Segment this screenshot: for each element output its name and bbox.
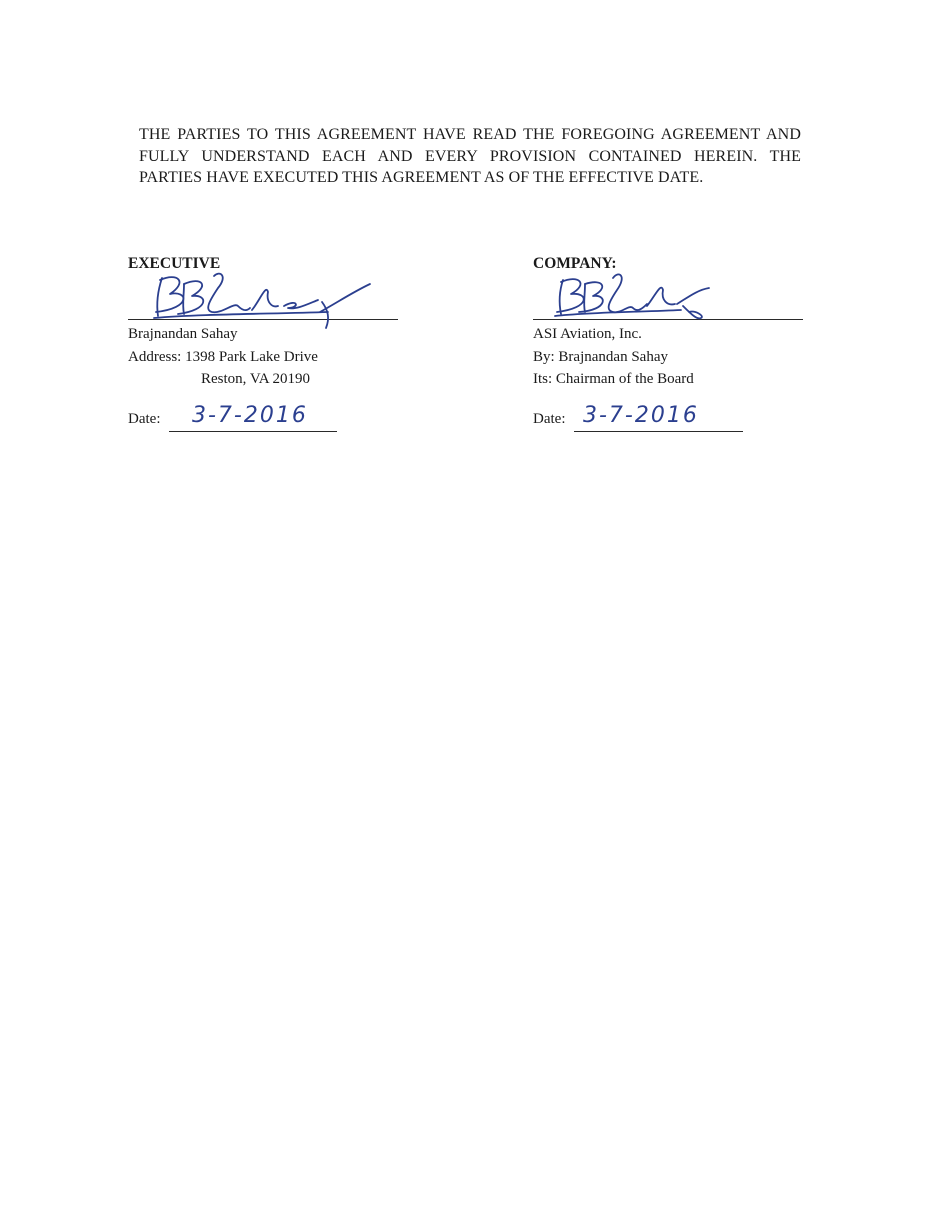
executive-heading: EXECUTIVE [128, 255, 221, 272]
company-date-line [574, 431, 743, 432]
executive-signature-block [128, 254, 408, 433]
company-its-line: Its: Chairman of the Board [533, 371, 694, 387]
company-heading: COMPANY: [533, 255, 617, 272]
executive-signature-area [128, 274, 408, 320]
executive-date-row [128, 402, 408, 433]
agreement-paragraph: THE PARTIES TO THIS AGREEMENT HAVE READ THE FOREGOING AGREEMENT AND FULLY UNDERSTAND EACH AND EVERY PROVISION CONTAINED HEREIN. THE PARTIES HAVE EXECUTED THIS AGREEMENT AS OF THE EFFECTIVE DATE. [139, 126, 801, 186]
executive-address-line1: Address: 1398 Park Lake Drive [128, 348, 318, 365]
executive-date-value: 3-7-2016 [192, 402, 308, 428]
company-date-value: 3-7-2016 [583, 402, 699, 428]
executive-name: Brajnandan Sahay [128, 326, 238, 342]
company-signature-area [533, 274, 813, 320]
company-date-row [533, 402, 813, 433]
company-by-line: By: Brajnandan Sahay [533, 348, 668, 365]
company-date-label: Date: [533, 410, 566, 427]
company-signature-block [533, 254, 813, 433]
executive-date-line [169, 431, 337, 432]
executive-signature [148, 272, 388, 328]
company-name: ASI Aviation, Inc. [533, 326, 642, 342]
executive-date-label: Date: [128, 410, 161, 427]
company-signature [551, 272, 751, 328]
executive-address-line2: Reston, VA 20190 [201, 371, 311, 387]
